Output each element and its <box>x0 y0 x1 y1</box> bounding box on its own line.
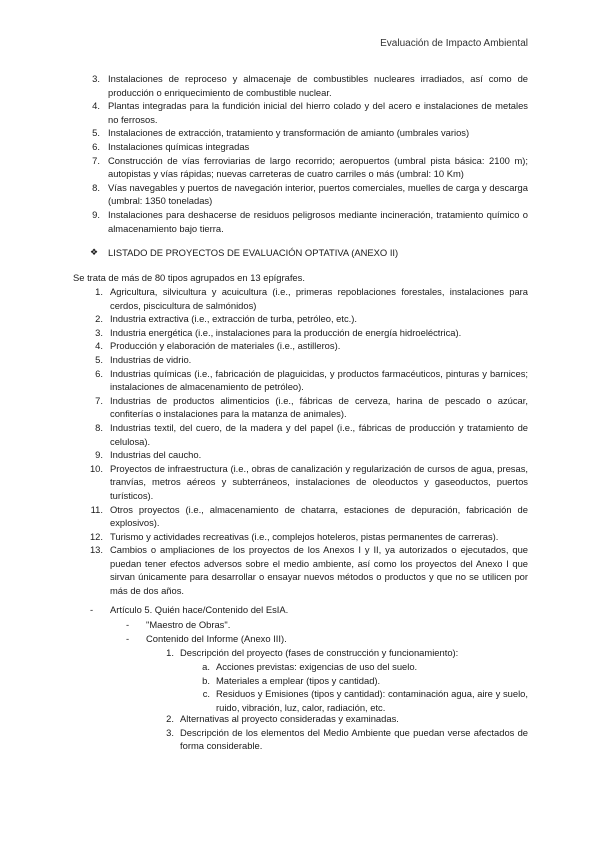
item-text: Construcción de vías ferroviarias de largo recorrido; aeropuertos (umbral pista básica: 2100 m); autopistas y vías rápidas; nuevas carreteras de cuatro carriles o más (umbral: 10 Km) <box>108 154 528 180</box>
item-text: Otros proyectos (i.e., almacenamiento de chatarra, estaciones de depuración, fabricación de explosivos). <box>110 503 528 529</box>
item-number: 13. <box>89 544 103 556</box>
list-item <box>92 208 528 235</box>
item-text: Industrias químicas (i.e., fabricación de plaguicidas, y productos farmacéuticos, pinturas y barnices; instalaciones de almacenamiento de petróleo). <box>110 367 528 393</box>
item-text: Acciones previstas: exigencias de uso del suelo. <box>216 661 418 672</box>
list-item <box>89 530 528 544</box>
item-number: 2. <box>95 313 103 325</box>
list-item <box>92 154 528 181</box>
item-text: Descripción del proyecto (fases de construcción y funcionamiento): <box>180 647 459 658</box>
dash-bullet: - <box>126 633 130 644</box>
item-number: 10. <box>89 462 103 474</box>
item-text: Instalaciones para deshacerse de residuos peligrosos mediante incineración, tratamiento químico o almacenamiento bajo tierra. <box>108 208 528 234</box>
item-number: 12. <box>89 530 103 542</box>
report-subitems-list <box>202 660 528 714</box>
list-item <box>95 326 528 340</box>
item-number: 11. <box>90 503 103 515</box>
report-contents-list-cont <box>166 712 528 753</box>
list-item <box>166 646 528 660</box>
item-letter: c. <box>202 688 210 700</box>
item-text: Materiales a emplear (tipos y cantidad). <box>216 674 381 686</box>
item-text: Agricultura, silvicultura y acuicultura (i.e., primeras repoblaciones forestales, instalaciones para cerdos, piscicultura de salmónidos) <box>110 286 528 311</box>
sub2-text: Contenido del Informe (Anexo III). <box>146 633 287 644</box>
item-text: Alternativas al proyecto consideradas y examinadas. <box>180 713 399 724</box>
item-text: Cambios o ampliaciones de los proyectos de los Anexos I y II, ya autorizados o ejecutados, que puedan tener efectos adversos sobre el medio ambiente, así como los proyectos del Anexo I que sirvan únicamente para desarrollar o ensayar nuevos métodos o productos y que no se utilicen por más de dos años. <box>110 544 528 597</box>
annex2-intro: Se trata de más de 80 tipos agrupados en 13 epígrafes. <box>73 272 305 283</box>
list-item <box>202 687 528 714</box>
item-number: 7. <box>92 154 100 166</box>
page-header: Evaluación de Impacto Ambiental <box>380 38 528 49</box>
annex2-list <box>89 285 528 598</box>
item-text: Plantas integradas para la fundición inicial del hierro colado y del acero e instalaciones de metales no ferrosos. <box>108 100 528 125</box>
list-item <box>166 712 528 726</box>
item-number: 9. <box>92 208 100 220</box>
item-text: Descripción de los elementos del Medio Ambiente que puedan verse afectados de forma considerable. <box>180 726 528 752</box>
item-number: 5. <box>92 127 100 139</box>
list-item <box>166 726 528 753</box>
list-item <box>92 126 528 140</box>
list-item <box>92 72 528 99</box>
sub1-text: "Maestro de Obras". <box>146 619 231 630</box>
item-text: Industrias del caucho. <box>110 449 202 461</box>
list-item <box>95 421 528 448</box>
item-text: Residuos y Emisiones (tipos y cantidad): contaminación agua, aire y suelo, ruido, vibración, luz, calor, radiación, etc. <box>216 688 528 713</box>
list-item <box>95 312 528 326</box>
list-item <box>202 660 528 674</box>
item-letter: b. <box>202 674 210 686</box>
list-item <box>95 394 528 421</box>
item-text: Instalaciones químicas integradas <box>108 140 250 152</box>
item-text: Instalaciones de reproceso y almacenaje de combustibles nucleares irradiados, así como de producción o enriquecimiento de combustible nuclear. <box>108 73 528 98</box>
item-text: Proyectos de infraestructura (i.e., obras de canalización y regularización de cursos de agua, presas, tranvías, metros aéreos y subterráneos, instalaciones de oleoductos y gaseoductos, puertos turísticos). <box>110 462 528 501</box>
item-text: Producción y elaboración de materiales (i.e., astilleros). <box>110 340 341 352</box>
list-item <box>92 140 528 154</box>
item-number: 5. <box>95 353 103 365</box>
list-item <box>202 674 528 688</box>
item-number: 8. <box>92 181 100 193</box>
item-number: 1. <box>166 647 174 658</box>
item-number: 6. <box>95 367 103 379</box>
list-item <box>89 462 528 503</box>
item-text: Industrias textil, del cuero, de la madera y del papel (i.e., fábricas de producción y tratamiento de celulosa). <box>110 421 528 447</box>
list-item <box>95 339 528 353</box>
item-text: Turismo y actividades recreativas (i.e., complejos hoteleros, pistas permanentes de carreras). <box>110 530 499 542</box>
list-item <box>95 448 528 462</box>
list-item <box>92 99 528 126</box>
list-item <box>92 181 528 208</box>
diamond-bullet-icon: ❖ <box>90 247 99 257</box>
item-number: 3. <box>95 326 103 338</box>
item-number: 4. <box>95 340 103 352</box>
list-item <box>89 543 528 597</box>
item-number: 7. <box>95 394 103 406</box>
item-number: 1. <box>95 286 103 297</box>
item-number: 8. <box>95 421 103 433</box>
item-text: Industrias de vidrio. <box>110 353 192 365</box>
item-text: Vías navegables y puertos de navegación interior, puertos comerciales, muelles de carga y descarga (umbral: 1350 toneladas) <box>108 181 528 207</box>
item-number: 9. <box>95 449 103 461</box>
dash-bullet: - <box>126 619 130 630</box>
report-contents-list <box>166 646 528 660</box>
list-item <box>90 503 528 530</box>
item-number: 3. <box>166 726 174 738</box>
article5-title: Artículo 5. Quién hace/Contenido del EsIA. <box>110 604 289 615</box>
section-heading: LISTADO DE PROYECTOS DE EVALUACIÓN OPTATIVA (ANEXO II) <box>108 247 399 258</box>
item-letter: a. <box>202 661 210 672</box>
item-number: 4. <box>92 100 100 112</box>
item-number: 6. <box>92 140 100 152</box>
item-text: Industria extractiva (i.e., extracción de turba, petróleo, etc.). <box>110 313 357 325</box>
dash-bullet: - <box>90 604 94 615</box>
list-item <box>95 367 528 394</box>
list-item <box>95 353 528 367</box>
annex1-list <box>92 72 528 235</box>
item-text: Industria energética (i.e., instalaciones para la producción de energía hidroeléctrica). <box>110 326 462 338</box>
item-number: 3. <box>92 73 100 84</box>
list-item <box>95 285 528 312</box>
item-text: Industrias de productos alimenticios (i.e., fábricas de cerveza, harina de pescado o azúcar, confiterías o instalaciones para la matanza de animales). <box>110 394 528 420</box>
item-text: Instalaciones de extracción, tratamiento y transformación de amianto (umbrales varios) <box>108 127 470 139</box>
item-number: 2. <box>166 713 174 724</box>
